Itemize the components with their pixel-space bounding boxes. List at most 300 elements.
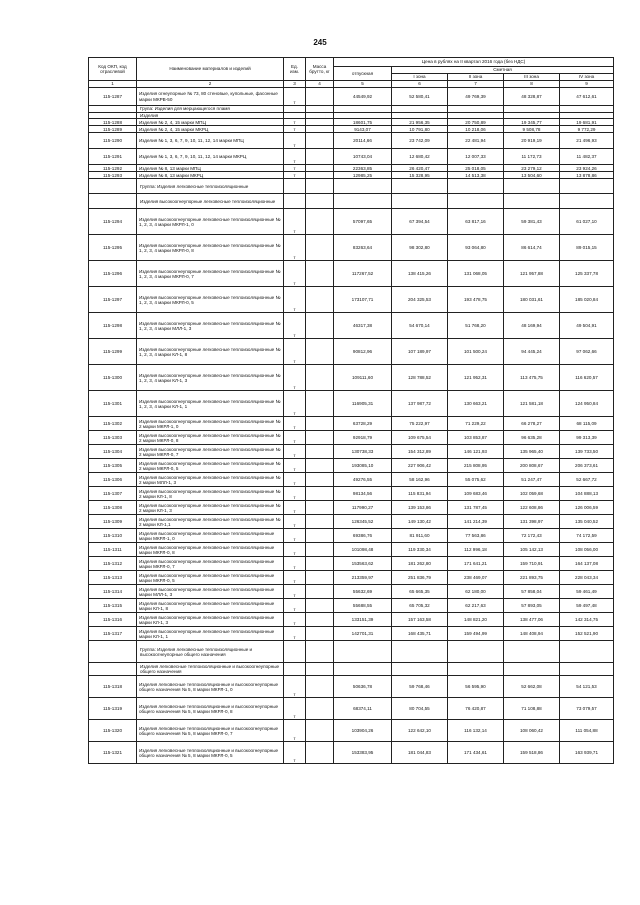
group-row (89, 663, 614, 676)
item-mass (306, 313, 334, 339)
item-name: Изделия легковесные теплоизоляционные и высокоогнеупорные общего назначения (137, 663, 284, 676)
price-zone-3: 86 614,74 (504, 235, 560, 261)
item-code: 115-1308 (89, 501, 137, 515)
item-unit: т (284, 431, 306, 445)
price-zone-2: 62 217,63 (448, 599, 504, 613)
price-zone-1: 109 675,54 (392, 431, 448, 445)
item-unit: т (284, 529, 306, 543)
item-code: 115-1292 (89, 165, 137, 172)
price-zone-1: 65 665,35 (392, 585, 448, 599)
item-name: Изделия высокоогнеупорные легковесные теплоизоляционные № 2 марки МКРЛ-1, 0 (137, 417, 284, 431)
table-row (89, 287, 614, 313)
item-name: Изделия высокоогнеупорные легковесные теплоизоляционные марки КЛ-1, 3 (137, 613, 284, 627)
price-zone-4: 59 461,49 (560, 585, 614, 599)
table-row (89, 698, 614, 720)
price-zone-1: 122 642,10 (392, 720, 448, 742)
price-zone-4: 13 878,86 (560, 172, 614, 179)
price-zone-4: 19 681,91 (560, 119, 614, 126)
price-zone-2: 51 768,20 (448, 313, 504, 339)
item-name: Изделия высокоогнеупорные легковесные теплоизоляционные марки МКРЛ-0, 8 (137, 543, 284, 557)
item-code: 115-1290 (89, 133, 137, 149)
price-zone-4: 139 733,50 (560, 445, 614, 459)
column-index: 9 (560, 81, 614, 88)
table-row (89, 165, 614, 172)
price-zone-4: 23 924,26 (560, 165, 614, 172)
item-code (89, 663, 137, 676)
price-zone-2: 62 180,00 (448, 585, 504, 599)
price-zone-4: 185 020,84 (560, 287, 614, 313)
item-unit: т (284, 557, 306, 571)
item-name: Изделия высокоогнеупорные легковесные теплоизоляционные № 1, 2, 3, 4 марки КЛ-1, 1 (137, 391, 284, 417)
price-zone-3: 59 381,43 (504, 209, 560, 235)
price-zone-4: 142 314,75 (560, 613, 614, 627)
table-row (89, 585, 614, 599)
item-code: 115-1298 (89, 313, 137, 339)
price-zone-4: 126 006,59 (560, 501, 614, 515)
item-name: Изделия легковесные теплоизоляционные и высокоогнеупорные общего назначения № 5, 8 марки МКРЛ-0, 7 (137, 720, 284, 742)
price-zone-2: 49 769,39 (448, 88, 504, 106)
item-mass (306, 459, 334, 473)
price-zone-3: 131 398,97 (504, 515, 560, 529)
price-zone-1: 23 742,09 (392, 133, 448, 149)
price-otpusk: 49276,55 (334, 473, 392, 487)
table-row (89, 627, 614, 641)
price-zone-1: 98 302,80 (392, 235, 448, 261)
item-name: Изделия высокоогнеупорные легковесные теплоизоляционные марки МКРЛ-0, 5 (137, 571, 284, 585)
item-mass (306, 106, 334, 113)
item-unit (284, 641, 306, 663)
table-row (89, 313, 614, 339)
price-zone-3: 121 957,88 (504, 261, 560, 287)
price-zone-4 (560, 106, 614, 113)
price-otpusk: 116905,31 (334, 391, 392, 417)
price-zone-1: 149 130,42 (392, 515, 448, 529)
price-otpusk: 173107,71 (334, 287, 392, 313)
price-zone-4: 125 337,78 (560, 261, 614, 287)
price-zone-3: 13 504,60 (504, 172, 560, 179)
item-mass (306, 172, 334, 179)
price-zone-2: 10 218,06 (448, 126, 504, 133)
item-mass (306, 391, 334, 417)
item-name: Изделия № 8, 13 марки МКРЦ (137, 172, 284, 179)
item-name: Изделия высокоогнеупорные легковесные теплоизоляционные № 2 марки КЛ-1,1 (137, 515, 284, 529)
item-mass (306, 473, 334, 487)
header-mass: Масса брутто, кг (306, 58, 334, 81)
price-zone-1: 54 670,14 (392, 313, 448, 339)
price-zone-3: 159 518,86 (504, 742, 560, 764)
item-unit: т (284, 365, 306, 391)
item-unit: т (284, 571, 306, 585)
item-unit: т (284, 261, 306, 287)
price-zone-3: 113 475,75 (504, 365, 560, 391)
item-name: Изделия № 2, 4, 15 марки МПЦ (137, 119, 284, 126)
price-zone-2: 193 478,75 (448, 287, 504, 313)
item-mass (306, 501, 334, 515)
item-name: Изделия высокоогнеупорные легковесные теплоизоляционные № 1, 2, 3, 4 марки МКРЛ-0, 7 (137, 261, 284, 287)
item-code: 115-1320 (89, 720, 137, 742)
item-name: Группа: Изделия легковесные теплоизоляционные и высокоогнеупорные общего назначения (137, 641, 284, 663)
price-otpusk: 68374,11 (334, 698, 392, 720)
price-zone-1: 139 153,86 (392, 501, 448, 515)
item-code: 115-1288 (89, 119, 137, 126)
table-row (89, 172, 614, 179)
column-index: 5 (334, 81, 392, 88)
item-unit: т (284, 720, 306, 742)
item-unit: т (284, 313, 306, 339)
price-zone-3: 57 858,04 (504, 585, 560, 599)
item-name: Изделия № 8, 13 марки МПЦ (137, 165, 284, 172)
price-zone-2: 130 663,21 (448, 391, 504, 417)
item-code: 115-1316 (89, 613, 137, 627)
item-unit: т (284, 391, 306, 417)
item-code: 115-1302 (89, 417, 137, 431)
table-row (89, 501, 614, 515)
price-zone-1: 58 162,96 (392, 473, 448, 487)
item-unit: т (284, 698, 306, 720)
price-zone-3: 96 635,28 (504, 431, 560, 445)
price-otpusk: 103904,26 (334, 720, 392, 742)
item-mass (306, 613, 334, 627)
item-unit: т (284, 585, 306, 599)
item-name: Изделия высокоогнеупорные легковесные теплоизоляционные № 2 марки КЛ-1, 3 (137, 501, 284, 515)
price-zone-1: 26 420,47 (392, 165, 448, 172)
price-zone-1: 115 831,94 (392, 487, 448, 501)
price-zone-3: 48 169,94 (504, 313, 560, 339)
item-name: Група: Изделия для мерцающегося пламя (137, 106, 284, 113)
item-mass (306, 133, 334, 149)
item-name: Изделия (137, 113, 284, 119)
price-zone-3: 94 445,24 (504, 339, 560, 365)
price-otpusk: 55632,69 (334, 585, 392, 599)
item-unit: т (284, 627, 306, 641)
price-zone-1 (392, 194, 448, 209)
price-otpusk: 63728,29 (334, 417, 392, 431)
table-row (89, 487, 614, 501)
price-zone-2: 20 750,89 (448, 119, 504, 126)
price-zone-1: 119 330,34 (392, 543, 448, 557)
column-index-row (89, 81, 614, 88)
item-code: 115-1317 (89, 627, 137, 641)
price-zone-4 (560, 179, 614, 194)
item-code: 115-1295 (89, 235, 137, 261)
price-zone-4: 54 121,53 (560, 676, 614, 698)
item-unit (284, 179, 306, 194)
price-otpusk: 117267,52 (334, 261, 392, 287)
item-code: 115-1312 (89, 557, 137, 571)
table-body (89, 88, 614, 764)
item-mass (306, 261, 334, 287)
price-zone-1: 251 836,79 (392, 571, 448, 585)
price-zone-3: 200 808,67 (504, 459, 560, 473)
item-name: Изделия высокоогнеупорные легковесные теплоизоляционные марки КЛ-1, 8 (137, 599, 284, 613)
price-zone-3: 159 710,91 (504, 557, 560, 571)
price-zone-4: 152 521,90 (560, 627, 614, 641)
item-mass (306, 529, 334, 543)
price-otpusk: 193085,10 (334, 459, 392, 473)
item-code: 115-1309 (89, 515, 137, 529)
price-zone-2 (448, 179, 504, 194)
price-zone-1 (392, 663, 448, 676)
item-code: 115-1306 (89, 473, 137, 487)
price-zone-1: 15 328,95 (392, 172, 448, 179)
price-zone-3: 9 508,78 (504, 126, 560, 133)
group-row (89, 194, 614, 209)
price-zone-3: 52 662,08 (504, 676, 560, 698)
table-row (89, 742, 614, 764)
price-otpusk: 69386,76 (334, 529, 392, 543)
item-name: Изделия высокоогнеупорные легковесные теплоизоляционные № 1, 2, 3, 4 марки МКРЛ-1, 0 (137, 209, 284, 235)
item-unit (284, 194, 306, 209)
price-zone-1 (392, 641, 448, 663)
item-code: 115-1311 (89, 543, 137, 557)
item-unit: т (284, 339, 306, 365)
price-zone-1: 181 262,80 (392, 557, 448, 571)
item-unit: т (284, 119, 306, 126)
table-row (89, 720, 614, 742)
price-zone-4: 74 172,59 (560, 529, 614, 543)
price-otpusk: 153383,95 (334, 742, 392, 764)
column-index: 7 (448, 81, 504, 88)
price-zone-2: 116 132,14 (448, 720, 504, 742)
item-mass (306, 698, 334, 720)
price-zone-4 (560, 194, 614, 209)
price-zone-1: 168 435,71 (392, 627, 448, 641)
header-smetnaya: Сметная (392, 67, 614, 74)
header-code: Код ОКП, код отраслевой (89, 58, 137, 81)
price-zone-4: 164 137,08 (560, 557, 614, 571)
item-code: 115-1297 (89, 287, 137, 313)
price-zone-4: 228 043,34 (560, 571, 614, 585)
item-unit: т (284, 417, 306, 431)
column-index: 6 (392, 81, 448, 88)
price-zone-3: 66 278,27 (504, 417, 560, 431)
table-row (89, 445, 614, 459)
item-unit (284, 106, 306, 113)
price-zone-4: 21 496,93 (560, 133, 614, 149)
item-name: Изделия высокоогнеупорные легковесные теплоизоляционные марки МКРЛ-0, 7 (137, 557, 284, 571)
price-zone-2 (448, 641, 504, 663)
item-name: Изделия высокоогнеупорные легковесные теплоизоляционные (137, 194, 284, 209)
item-mass (306, 179, 334, 194)
price-zone-1: 227 906,42 (392, 459, 448, 473)
item-mass (306, 339, 334, 365)
item-name: Изделия высокоогнеупорные легковесные теплоизоляционные № 1, 2, 3, 4 марки МКРЛ-0, 5 (137, 287, 284, 313)
header-name: Наименование материалов и изделий (137, 58, 284, 81)
table-row (89, 365, 614, 391)
price-zone-3: 108 060,42 (504, 720, 560, 742)
price-zone-2: 238 469,07 (448, 571, 504, 585)
price-zone-3: 23 279,12 (504, 165, 560, 172)
price-zone-1: 128 788,52 (392, 365, 448, 391)
price-zone-2: 71 229,22 (448, 417, 504, 431)
price-zone-2: 121 952,31 (448, 365, 504, 391)
table-row (89, 676, 614, 698)
price-zone-3: 121 581,18 (504, 391, 560, 417)
table-row (89, 149, 614, 165)
item-unit: т (284, 543, 306, 557)
price-zone-4 (560, 663, 614, 676)
price-zone-2: 112 996,18 (448, 543, 504, 557)
table-row (89, 391, 614, 417)
price-zone-4: 73 079,57 (560, 698, 614, 720)
page-number: 245 (313, 38, 327, 47)
price-zone-1: 137 987,72 (392, 391, 448, 417)
price-zone-3: 20 919,19 (504, 133, 560, 149)
price-zone-4: 206 373,61 (560, 459, 614, 473)
item-name: Изделия высокоогнеупорные легковесные теплоизоляционные № 2 марки МКРЛ-0, 7 (137, 445, 284, 459)
price-zone-3: 19 345,77 (504, 119, 560, 126)
price-otpusk: 126345,52 (334, 515, 392, 529)
item-unit: т (284, 287, 306, 313)
price-zone-2 (448, 663, 504, 676)
price-zone-1 (392, 106, 448, 113)
price-zone-3: 138 477,06 (504, 613, 560, 627)
price-otpusk (334, 194, 392, 209)
price-zone-3: 51 247,47 (504, 473, 560, 487)
item-mass (306, 720, 334, 742)
price-zone-2: 159 494,99 (448, 627, 504, 641)
price-otpusk: 83263,64 (334, 235, 392, 261)
price-zone-2: 76 420,87 (448, 698, 504, 720)
item-code: 115-1318 (89, 676, 137, 698)
item-mass (306, 641, 334, 663)
item-name: Изделия высокоогнеупорные легковесные теплоизоляционные № 1, 2, 3, 4 марки КЛ-1, 3 (137, 365, 284, 391)
item-unit (284, 663, 306, 676)
table-row (89, 571, 614, 585)
price-otpusk (334, 641, 392, 663)
price-zone-2: 12 007,33 (448, 149, 504, 165)
item-mass (306, 165, 334, 172)
header-unit: Ед. изм. (284, 58, 306, 81)
price-zone-4: 49 504,91 (560, 313, 614, 339)
price-zone-3: 48 328,87 (504, 88, 560, 106)
item-code: 115-1310 (89, 529, 137, 543)
item-mass (306, 742, 334, 764)
price-zone-2: 103 853,87 (448, 431, 504, 445)
price-otpusk: 46317,38 (334, 313, 392, 339)
column-index: 8 (504, 81, 560, 88)
price-zone-4: 68 115,09 (560, 417, 614, 431)
price-zone-1: 154 312,89 (392, 445, 448, 459)
item-code: 115-1314 (89, 585, 137, 599)
item-name: Изделия высокоогнеупорные легковесные теплоизоляционные марки КЛ-1, 1 (137, 627, 284, 641)
item-code: 115-1287 (89, 88, 137, 106)
column-index: 2 (137, 81, 284, 88)
price-zone-2: 171 434,61 (448, 742, 504, 764)
table-row (89, 417, 614, 431)
item-unit: т (284, 599, 306, 613)
item-code: 115-1293 (89, 172, 137, 179)
table-row (89, 235, 614, 261)
item-mass (306, 627, 334, 641)
item-mass (306, 126, 334, 133)
price-otpusk: 142701,31 (334, 627, 392, 641)
price-zone-2 (448, 194, 504, 209)
item-code: 115-1303 (89, 431, 137, 445)
price-otpusk (334, 179, 392, 194)
table-row (89, 543, 614, 557)
item-unit: т (284, 149, 306, 165)
table-row (89, 339, 614, 365)
price-zone-1: 157 163,58 (392, 613, 448, 627)
item-name: Изделия высокоогнеупорные легковесные теплоизоляционные № 1, 2, 3, 4 марки МЛЛ-1, 3 (137, 313, 284, 339)
item-code: 115-1319 (89, 698, 137, 720)
price-otpusk: 153563,62 (334, 557, 392, 571)
price-zone-4: 111 054,88 (560, 720, 614, 742)
price-zone-4: 11 482,37 (560, 149, 614, 165)
table-row (89, 515, 614, 529)
item-name: Изделия высокоогнеупорные легковесные теплоизоляционные № 2 марки МКРЛ-0, 8 (137, 431, 284, 445)
price-otpusk: 213359,97 (334, 571, 392, 585)
price-zone-4: 116 620,57 (560, 365, 614, 391)
column-index: 1 (89, 81, 137, 88)
price-otpusk: 92918,79 (334, 431, 392, 445)
price-otpusk: 10743,04 (334, 149, 392, 165)
table-row (89, 613, 614, 627)
header-zone-3: III зона (504, 74, 560, 81)
item-unit: т (284, 88, 306, 106)
item-unit: т (284, 126, 306, 133)
price-otpusk: 20114,66 (334, 133, 392, 149)
item-name: Изделия высокоогнеупорные легковесные теплоизоляционные марки МКРЛ-1, 0 (137, 529, 284, 543)
price-zone-2: 141 214,39 (448, 515, 504, 529)
price-zone-2: 77 563,86 (448, 529, 504, 543)
price-zone-1: 80 704,55 (392, 698, 448, 720)
price-zone-2: 55 075,62 (448, 473, 504, 487)
item-code: 115-1305 (89, 459, 137, 473)
price-zone-3 (504, 663, 560, 676)
item-mass (306, 599, 334, 613)
table-row (89, 459, 614, 473)
price-zone-1: 59 768,46 (392, 676, 448, 698)
item-name: Изделия высокоогнеупорные легковесные теплоизоляционные № 2 марки МКРЛ-0, 5 (137, 459, 284, 473)
price-zone-2: 14 513,38 (448, 172, 504, 179)
item-mass (306, 365, 334, 391)
item-name: Изделия № 2, 4, 15 марки МКРЦ (137, 126, 284, 133)
price-zone-2: 146 121,93 (448, 445, 504, 459)
price-zone-2: 171 641,21 (448, 557, 504, 571)
item-name: Изделия легковесные теплоизоляционные и высокоогнеупорные общего назначения № 5, 8 марки МКРЛ-0, 5 (137, 742, 284, 764)
item-mass (306, 676, 334, 698)
item-mass (306, 119, 334, 126)
item-unit: т (284, 235, 306, 261)
price-zone-4: 9 772,29 (560, 126, 614, 133)
price-zone-3: 11 172,73 (504, 149, 560, 165)
item-name: Изделия № 1, 3, 6, 7, 9, 10, 11, 12, 14 марки МПЦ (137, 133, 284, 149)
item-code: 115-1289 (89, 126, 137, 133)
item-code (89, 194, 137, 209)
price-zone-2: 148 821,20 (448, 613, 504, 627)
item-code (89, 179, 137, 194)
price-zone-4 (560, 641, 614, 663)
header-price-title: Цена в рублях на II квартал 2016 года (без НДС) (334, 58, 614, 67)
price-zone-2: 109 683,46 (448, 487, 504, 501)
item-code: 115-1313 (89, 571, 137, 585)
item-code (89, 641, 137, 663)
price-zone-2: 131 068,05 (448, 261, 504, 287)
price-zone-3: 102 059,68 (504, 487, 560, 501)
price-zone-1: 107 189,97 (392, 339, 448, 365)
price-otpusk: 130738,33 (334, 445, 392, 459)
item-code: 115-1291 (89, 149, 137, 165)
item-code: 115-1300 (89, 365, 137, 391)
item-mass (306, 235, 334, 261)
table-row (89, 88, 614, 106)
item-code: 115-1315 (89, 599, 137, 613)
price-otpusk: 50636,78 (334, 676, 392, 698)
item-unit: т (284, 172, 306, 179)
group-row (89, 641, 614, 663)
